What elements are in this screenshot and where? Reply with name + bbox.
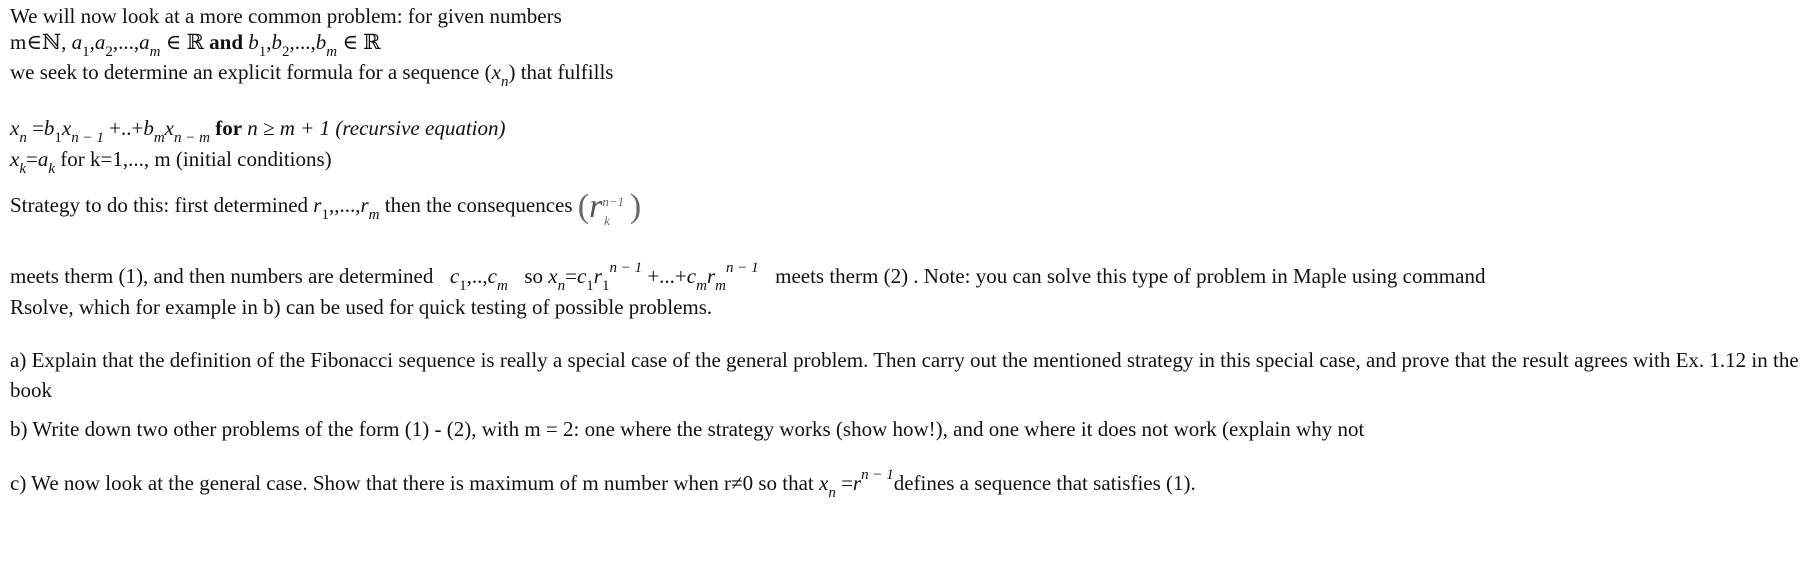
intro-line-2: m∈ℕ, $a_1,a_2,...,a_m$ ∈ ℝ and $b_1,b_2,...,b_m$ ∈ ℝ — [10, 30, 381, 60]
meets-line: meets therm (1), and then numbers are determined $c_1,..,c_m$ so $x_n=c_1r_1^{n - 1} +...+c_mr_m^{n - 1}$ meets therm (2) . Note: you can solve this type of problem in Maple using command — [10, 260, 1486, 294]
part-b: b) Write down two other problems of the form (1) - (2), with m = 2: one where the strategy works (show how!), and one where it does not work (explain why not — [10, 417, 1365, 441]
rsolve-line: Rsolve, which for example in b) can be used for quick testing of possible problems. — [10, 295, 713, 319]
part-c: c) We now look at the general case. Show that there is maximum of m number when r≠0 so that $x_n$ $=r^{n - 1}defines$ a sequence that satisfies (1). — [10, 467, 1196, 501]
strategy-line: Strategy to do this: first determined $r_1,,...,r_m$ then the consequences ($r^{n-1}_k$ ) — [10, 188, 642, 228]
intro-line-3: we seek to determine an explicit formula for a sequence $(x_n)$ that fulfills — [10, 60, 614, 90]
initial-conditions: $x_k=a_k$ for k=1,..., m (initial conditions) — [10, 147, 332, 177]
part-a: a) Explain that the definition of the Fibonacci sequence is really a special case of the general problem. Then carry out the mentioned strategy in this special case, and prove that the result agrees with Ex. 1.12 in the book — [10, 348, 1799, 403]
consequence-sequence: ($r^{n-1}_k$ ) — [577, 188, 642, 228]
intro-line-1: We will now look at a more common problem: for given numbers — [10, 4, 562, 28]
recursive-equation: $x_n =b_1x_{n - 1} +..+b_mx_{n - m}$ for n ≥ m + 1 (recursive equation) — [10, 116, 506, 146]
